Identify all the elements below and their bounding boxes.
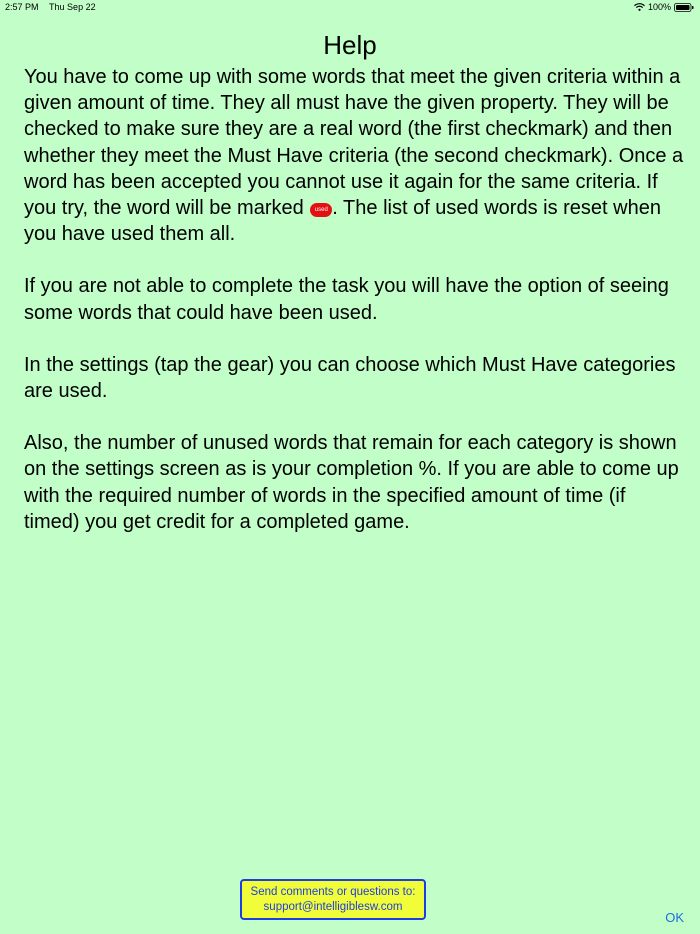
help-paragraph-2: If you are not able to complete the task you will have the option of seeing some words that could have been used.: [24, 275, 669, 324]
help-text: [24, 64, 684, 561]
contact-support-button[interactable]: [240, 879, 426, 920]
help-paragraph-1-tail: . The list of used words is reset when you have used them all.: [24, 197, 661, 246]
used-badge: used: [310, 203, 332, 217]
status-left: [5, 0, 96, 14]
help-paragraph-3: In the settings (tap the gear) you can choose which Must Have categories are used.: [24, 353, 676, 403]
status-bar: [0, 0, 700, 14]
help-paragraph-1: [24, 64, 684, 247]
battery-icon: [674, 3, 694, 12]
ok-button[interactable]: OK: [665, 910, 684, 925]
status-date: Thu Sep 22: [49, 2, 96, 12]
battery-percent: 100%: [647, 2, 671, 12]
wifi-icon: [634, 3, 645, 11]
page-title: Help: [323, 30, 377, 60]
help-paragraph-1-text: You have to come up with some words that meet the given criteria within a given amount of time. They all must have the given property. They will be checked to make sure they are a real word (the first checkmark) and then whether they meet the Must Have criteria (the second checkmark). Once a word has been accepted you cannot use it again for the same criteria. If you try, the word will be marked: [24, 66, 684, 220]
help-paragraph-4: Also, the number of unused words that remain for each category is shown on the settings screen as is your completion %. If you are able to come up with the required number of words in the specified amount of time (if timed) you get credit for a completed game.: [24, 432, 679, 533]
contact-line-1: Send comments or questions to:: [250, 885, 416, 898]
status-time: 2:57 PM: [5, 2, 39, 12]
status-right: [634, 0, 694, 14]
contact-email: support@intelligiblesw.com: [263, 900, 403, 913]
